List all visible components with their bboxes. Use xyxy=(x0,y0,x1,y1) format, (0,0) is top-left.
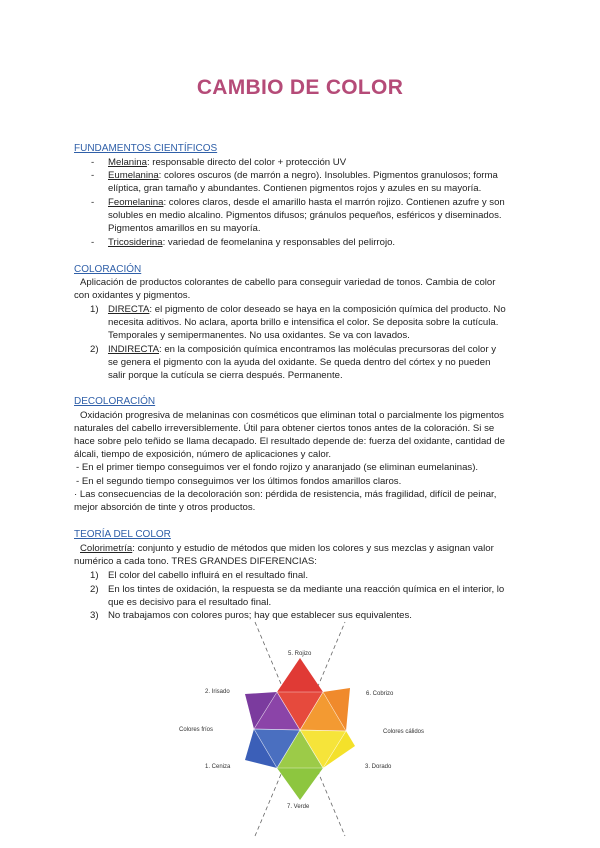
label-colores-frios: Colores fríos xyxy=(179,727,214,733)
label-irisado: 2. Irisado xyxy=(205,689,230,695)
heading-fundamentos: FUNDAMENTOS CIENTÍFICOS xyxy=(74,143,218,154)
label-colores-calidos: Colores cálidos xyxy=(383,729,425,735)
text-directa-2: necesita aditivos. No aclara, aporta brillo e intensifica el color. Se deposita sobre la cutícula. xyxy=(108,317,499,328)
heading-decoloracion: DECOLORACIÓN xyxy=(74,396,156,407)
decoloracion-line-3: hace sobre pelo teñido se llama decapado. El resultado depende de: fuerza del oxidante, cantidad de xyxy=(74,436,505,447)
teoria-item-2b: que es decisivo para el resultado final. xyxy=(108,597,272,608)
teoria-item-1: El color del cabello influirá en el resultado final. xyxy=(108,570,308,581)
label-cobrizo: 6. Cobrizo xyxy=(366,691,394,697)
term-feomelanina: Feomelanina xyxy=(108,197,164,208)
bullet-dash: - xyxy=(91,170,95,181)
decoloracion-line-6: - En el segundo tiempo conseguimos ver los últimos fondos amarillos claros. xyxy=(76,476,402,487)
term-melanina: Melanina xyxy=(108,157,147,168)
text-tricosiderina: : variedad de feomelanina y responsables del pelirrojo. xyxy=(162,237,396,248)
decoloracion-line-1: Oxidación progresiva de melaninas con cosméticos que eliminan total o parcialmente los pigmentos xyxy=(80,410,504,421)
teoria-item-2: En los tintes de oxidación, la respuesta se da mediante una reacción química en el interior, lo xyxy=(108,584,505,595)
teoria-intro-1 xyxy=(80,543,494,555)
text-indirecta: : en la composición química encontramos las moléculas precursoras del color y xyxy=(159,344,496,355)
page-title: CAMBIO DE COLOR xyxy=(196,76,404,99)
text-colorimetria: : conjunto y estudio de métodos que miden los colores y sus mezclas y asignan valor xyxy=(132,543,494,554)
star-point-green xyxy=(277,768,323,800)
text-feomelanina-3: Pigmentos amarillos en su mayoría. xyxy=(108,223,261,234)
text-feomelanina-2: solubles en medio alcalino. Pigmentos difusos; gránulos pequeños, esféricos y diseminados. xyxy=(108,210,502,221)
list-number: 2) xyxy=(90,584,99,595)
bullet-dash: - xyxy=(91,197,95,208)
list-number: 3) xyxy=(90,610,99,621)
item-directa xyxy=(108,304,506,316)
term-indirecta: INDIRECTA xyxy=(108,344,159,355)
term-directa: DIRECTA xyxy=(108,304,150,315)
bullet-dash: - xyxy=(91,237,95,248)
list-number: 1) xyxy=(90,570,99,581)
decoloracion-line-7: · Las consecuencias de la decoloración son: pérdida de resistencia, más fragilidad, difícil de peinar, xyxy=(74,489,497,500)
decoloracion-line-2: naturales del cabello irreversiblemente. Útil para obtener ciertos tonos antes de la coloración. Si se xyxy=(74,423,495,434)
label-verde: 7. Verde xyxy=(287,804,310,810)
text-directa: : el pigmento de color deseado se haya en la composición química del producto. No xyxy=(149,304,506,315)
list-number: 2) xyxy=(90,344,99,355)
item-tricosiderina xyxy=(108,237,395,249)
color-star-diagram xyxy=(170,618,440,846)
item-eumelanina xyxy=(108,170,498,182)
term-tricosiderina: Tricosiderina xyxy=(108,237,163,248)
teoria-intro-2: numérico a cada tono. TRES GRANDES DIFERENCIAS: xyxy=(74,556,317,567)
star-point-red xyxy=(277,658,323,692)
text-melanina: : responsable directo del color + protección UV xyxy=(146,157,347,168)
decoloracion-line-8: mejor absorción de tinte y otros productos. xyxy=(74,502,256,513)
label-dorado: 3. Dorado xyxy=(365,764,392,770)
text-directa-3: Temporales y semipermanentes. No usa oxidantes. Se va con lavados. xyxy=(108,330,410,341)
item-melanina xyxy=(108,157,346,169)
text-feomelanina: : colores claros, desde el amarillo hasta el marrón rojizo. Contienen azufre y son xyxy=(163,197,505,208)
decoloracion-line-5: - En el primer tiempo conseguimos ver el fondo rojizo y anaranjado (se eliminan eumelaninas). xyxy=(76,462,479,473)
heading-coloracion: COLORACIÓN xyxy=(74,264,142,275)
text-indirecta-2: se genera el pigmento con la ayuda del oxidante. Se queda dentro del córtex y no pueden xyxy=(108,357,491,368)
bullet-dash: - xyxy=(91,157,95,168)
item-feomelanina xyxy=(108,197,505,209)
coloracion-intro-1: Aplicación de productos colorantes de cabello para conseguir variedad de tonos. Cambia de color xyxy=(80,277,496,288)
heading-teoria: TEORÍA DEL COLOR xyxy=(74,529,171,540)
list-number: 1) xyxy=(90,304,99,315)
text-eumelanina-2: elíptica, gran tamaño y abundantes. Contienen pigmentos rojos y azules en su mayoría. xyxy=(108,183,482,194)
item-indirecta xyxy=(108,344,496,356)
label-ceniza: 1. Ceniza xyxy=(205,764,231,770)
label-rojizo: 5. Rojizo xyxy=(288,651,312,657)
teoria-item-3: No trabajamos con colores puros; hay que establecer sus equivalentes. xyxy=(108,610,412,621)
term-eumelanina: Eumelanina xyxy=(108,170,159,181)
text-eumelanina: : colores oscuros (de marrón a negro). Insolubles. Pigmentos granulosos; forma xyxy=(158,170,498,181)
coloracion-intro-2: con oxidantes y pigmentos. xyxy=(74,290,191,301)
decoloracion-line-4: álcali, tiempo de exposición, número de aplicaciones y calor. xyxy=(74,449,332,460)
term-colorimetria: Colorimetría xyxy=(80,543,133,554)
text-indirecta-3: salir porque la cutícula se cierra después. Permanente. xyxy=(108,370,343,381)
